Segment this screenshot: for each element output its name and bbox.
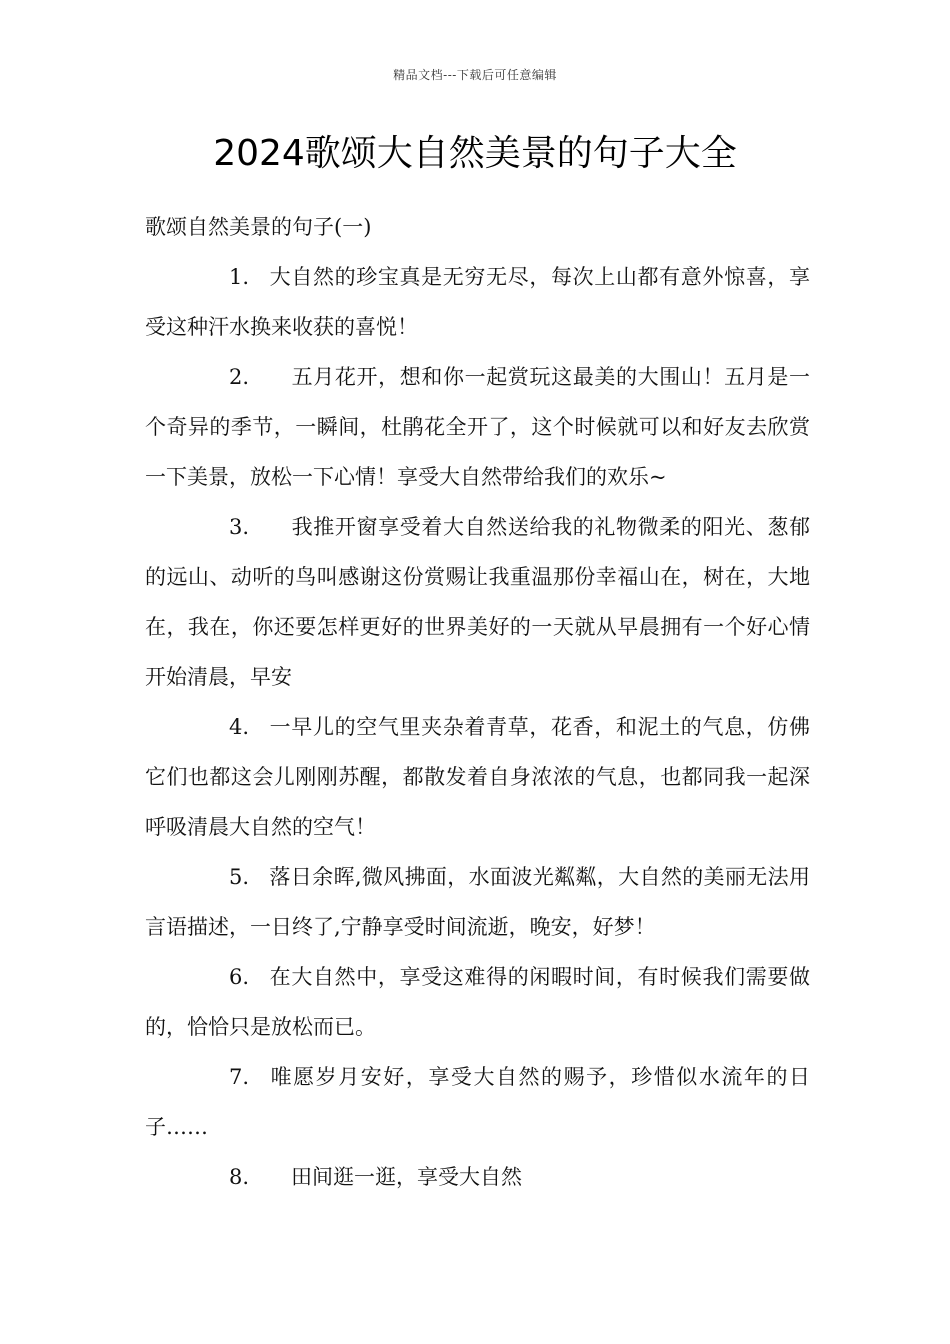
page-header: 精品文档---下载后可任意编辑	[393, 68, 557, 82]
item-text: 一早儿的空气里夹杂着青草，花香，和泥土的气息，仿佛它们也都这会儿刚刚苏醒，都散发着自身浓浓的气息，也都同我一起深呼吸清晨大自然的空气！	[145, 715, 810, 839]
item-number: 2.	[229, 365, 250, 389]
item-number: 7.	[229, 1065, 250, 1089]
item-text: 在大自然中，享受这难得的闲暇时间，有时候我们需要做的，恰恰只是放松而已。	[145, 965, 810, 1039]
list-item	[145, 952, 810, 1052]
list-item	[145, 252, 810, 352]
item-text: 唯愿岁月安好，享受大自然的赐予，珍惜似水流年的日子……	[145, 1065, 810, 1139]
item-number: 4.	[229, 715, 250, 739]
document-title: 2024歌颂大自然美景的句子大全	[213, 133, 737, 174]
item-number: 1.	[229, 265, 250, 289]
list-item	[145, 352, 810, 502]
item-number: 3.	[229, 515, 250, 539]
item-text: 我推开窗享受着大自然送给我的礼物微柔的阳光、葱郁的远山、动听的鸟叫感谢这份赏赐让我重温那份幸福山在，树在，大地在，我在，你还要怎样更好的世界美好的一天就从早晨拥有一个好心情开始清晨，早安	[145, 515, 810, 689]
document-body	[145, 202, 810, 1202]
item-number: 6.	[229, 965, 250, 989]
item-text: 落日余晖,微风拂面，水面波光粼粼，大自然的美丽无法用言语描述，一日终了,宁静享受时间流逝，晚安，好梦！	[145, 865, 810, 939]
item-text: 五月花开，想和你一起赏玩这最美的大围山！五月是一个奇异的季节，一瞬间，杜鹃花全开了，这个时候就可以和好友去欣赏一下美景，放松一下心情！享受大自然带给我们的欢乐~	[145, 365, 810, 489]
list-item	[145, 852, 810, 952]
item-number: 5.	[229, 865, 250, 889]
item-text: 田间逛一逛，享受大自然	[291, 1165, 523, 1189]
item-number: 8.	[229, 1165, 250, 1189]
section-heading: 歌颂自然美景的句子(一)	[145, 215, 372, 239]
item-text: 大自然的珍宝真是无穷无尽，每次上山都有意外惊喜，享受这种汗水换来收获的喜悦！	[145, 265, 810, 339]
list-item	[145, 502, 810, 702]
list-item	[145, 1052, 810, 1152]
list-item	[145, 1152, 810, 1202]
list-item	[145, 702, 810, 852]
